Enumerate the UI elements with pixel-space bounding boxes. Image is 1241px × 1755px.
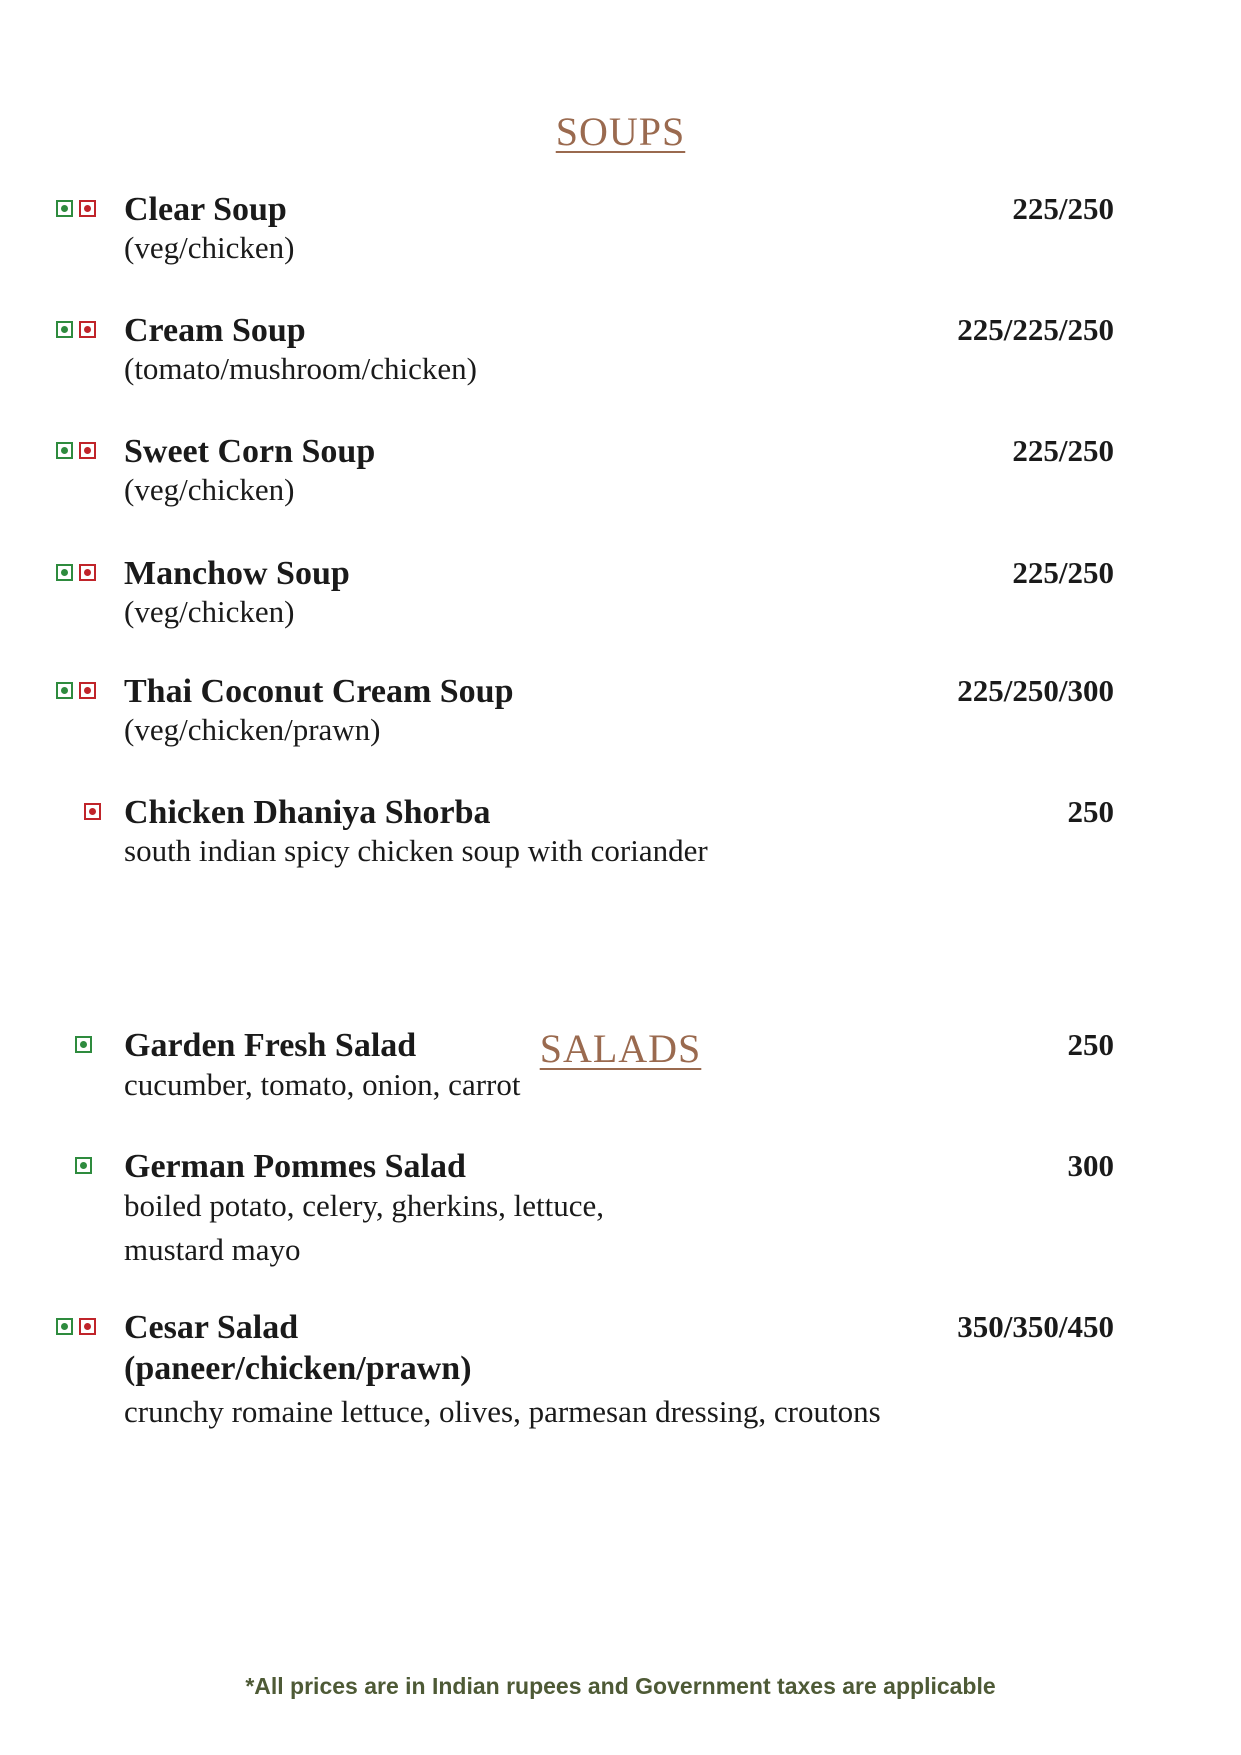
item-name: Cream Soup — [124, 312, 306, 349]
item-price: 225/250 — [1012, 555, 1114, 590]
item-price: 225/250 — [1012, 191, 1114, 226]
veg-indicator-icon — [56, 321, 73, 338]
item-name: Manchow Soup — [124, 555, 350, 592]
soups-heading: SOUPS — [555, 109, 686, 154]
item-description: (veg/chicken) — [124, 230, 295, 265]
diet-icons — [56, 1318, 96, 1335]
non-veg-indicator-icon — [79, 200, 96, 217]
diet-icons — [75, 1157, 92, 1174]
item-price: 250 — [1067, 1027, 1114, 1062]
veg-indicator-icon — [75, 1036, 92, 1053]
diet-icons — [75, 1036, 92, 1053]
item-name: Thai Coconut Cream Soup — [124, 673, 514, 710]
price-disclaimer: *All prices are in Indian rupees and Government taxes are applicable — [245, 1673, 996, 1699]
veg-indicator-icon — [56, 564, 73, 581]
item-name: German Pommes Salad — [124, 1148, 466, 1185]
item-price: 225/250 — [1012, 433, 1114, 468]
item-name: Chicken Dhaniya Shorba — [124, 794, 491, 831]
veg-indicator-icon — [56, 682, 73, 699]
item-description: (veg/chicken/prawn) — [124, 712, 381, 747]
item-description: (tomato/mushroom/chicken) — [124, 351, 477, 386]
diet-icons — [56, 564, 96, 581]
item-description: cucumber, tomato, onion, carrot — [124, 1067, 521, 1102]
diet-icons — [56, 442, 96, 459]
non-veg-indicator-icon — [79, 564, 96, 581]
item-description: south indian spicy chicken soup with coriander — [124, 833, 708, 868]
non-veg-indicator-icon — [79, 442, 96, 459]
veg-indicator-icon — [56, 1318, 73, 1335]
item-price: 225/250/300 — [957, 673, 1114, 708]
item-description: (veg/chicken) — [124, 594, 295, 629]
veg-indicator-icon — [75, 1157, 92, 1174]
non-veg-indicator-icon — [79, 1318, 96, 1335]
item-description-line1: boiled potato, celery, gherkins, lettuce, — [124, 1188, 605, 1223]
item-price: 350/350/450 — [957, 1309, 1114, 1344]
item-name: Garden Fresh Salad — [124, 1027, 417, 1064]
salads-heading: SALADS — [539, 1026, 702, 1071]
non-veg-indicator-icon — [84, 803, 101, 820]
item-description-line2: mustard mayo — [124, 1232, 301, 1267]
item-price: 300 — [1067, 1148, 1114, 1183]
veg-indicator-icon — [56, 442, 73, 459]
diet-icons — [56, 200, 96, 217]
diet-icons — [56, 682, 96, 699]
veg-indicator-icon — [56, 200, 73, 217]
item-name: Cesar Salad — [124, 1309, 299, 1346]
non-veg-indicator-icon — [79, 321, 96, 338]
item-name: Clear Soup — [124, 191, 287, 228]
item-description: (veg/chicken) — [124, 472, 295, 507]
item-price: 250 — [1067, 794, 1114, 829]
item-price: 225/225/250 — [957, 312, 1114, 347]
non-veg-indicator-icon — [79, 682, 96, 699]
item-description: crunchy romaine lettuce, olives, parmesan dressing, croutons — [124, 1394, 881, 1429]
diet-icons — [56, 321, 96, 338]
item-name: Sweet Corn Soup — [124, 433, 376, 470]
item-name-variants: (paneer/chicken/prawn) — [124, 1350, 472, 1387]
diet-icons — [84, 803, 101, 820]
